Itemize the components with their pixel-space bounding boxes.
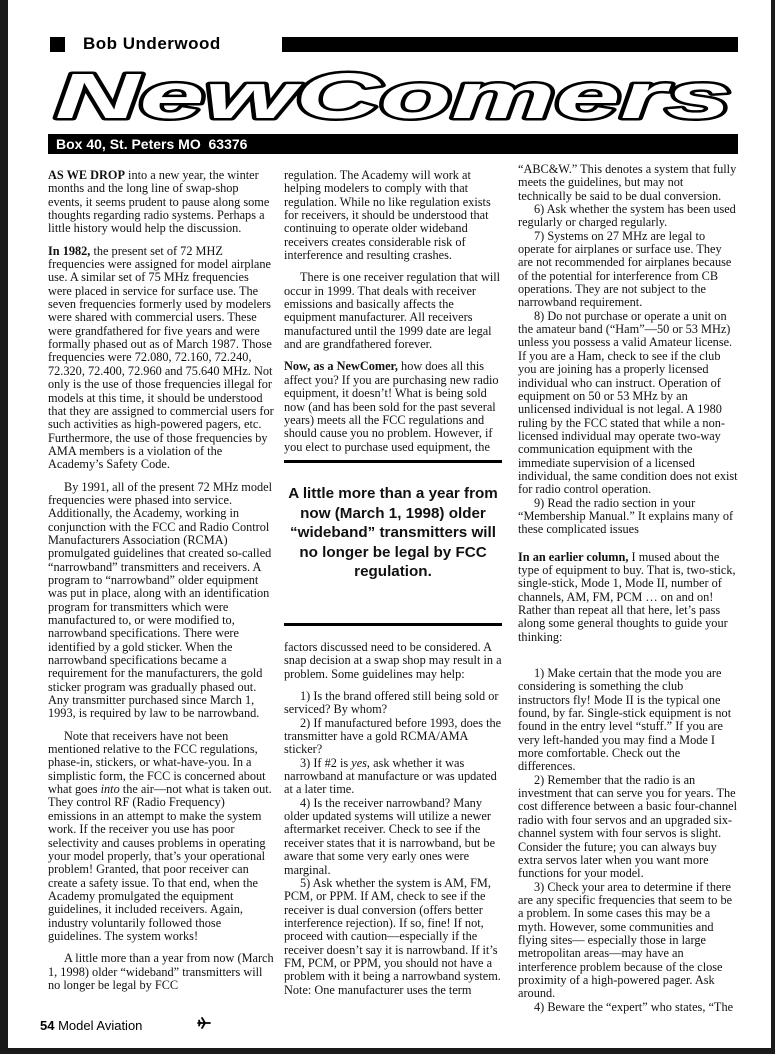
list-item: 1) Is the brand offered still being sold or serviced? By whom? [284, 689, 499, 717]
list-item: 7) Systems on 27 MHz are legal to operate for airplanes or surface use. They are not recommended for airplanes because of the potential for interference from CB operations. They are not subject to the narrowband requirement. [518, 228, 732, 310]
scan-edge-left [0, 0, 8, 1054]
paragraph: In 1982, the present set of 72 MHZ frequencies were assigned for model airplane use. A similar set of 75 MHz frequencies were placed in service for surface use. The seven frequencies formerly used by modelers were shared with commercial users. These were grandfathered for five years and were formally phased out as of March 1987. Those frequencies were 72.080, 72.160, 72.240, 72.320, 72.400, 72.960 and 75.640 MHz. Not only is the use of those frequencies illegal for models at this time, it should be understood that they are assigned to commercial users for such activities as high-powered pagers, etc. Furthermore, the use of those frequencies by AMA members is a violation of the Academy’s Safety Code. [48, 243, 274, 472]
scan-edge-bottom [0, 1048, 775, 1054]
scan-edge-right [771, 0, 775, 1054]
list-item: 6) Ask whether the system has been used regularly or charged regularly. [518, 202, 736, 230]
list-item: 9) Read the radio section in your “Membership Manual.” It explains many of these complicated issues [518, 495, 734, 537]
magazine-name: Model Aviation [58, 1018, 143, 1033]
paragraph: Note that receivers have not been mentioned relative to the FCC regulations, phase-in, stickers, or what-have-you. In a simplistic form, the FCC is concerned about what goes into the air—not what is taken out. They control RF (Radio Frequency) emissions in an attempt to make the system work. If the receiver you use has poor selectivity and causes problems in operating your model properly, that’s your operational problem! Granted, that poor receiver can create a safety issue. To that end, when the Academy promulgated the equipment guidelines, it included receivers. Again, industry voluntarily followed those guidelines. The system works! [48, 728, 272, 943]
paragraph: regulation. The Academy will work at helping modelers to comply with that regulation. While no like regulation exists for receivers, it should be understood that continuing to operate older wideband receivers creates considerable risk of interference and resulting crashes. [284, 168, 491, 263]
article-column-1 [48, 169, 274, 1001]
paragraph: factors discussed need to be considered. A snap decision at a swap shop may result in a problem. Some guidelines may help: [284, 640, 502, 681]
list-item: 5) Ask whether the system is AM, FM, PCM, or PPM. If AM, check to see if the receiver is dual conversion (offers better interference rejection). If so, fine! If not, proceed with caution—especially if the receiver doesn’t say it is narrowband. If it’s FM, PCM, or PPM, you should not have a problem with it being a narrowband system. Note: One manufacturer uses the term [284, 875, 501, 997]
list-item: 2) If manufactured before 1993, does the transmitter have a gold RCMA/AMA sticker? [284, 715, 502, 757]
article-column-2-top [284, 169, 502, 463]
author-name: Bob Underwood [83, 34, 221, 53]
paragraph: In an earlier column, I mused about the type of equipment to buy. That is, two-stick, single-stick, Mode 1, Mode II, number of channels, AM, FM, PCM … on and on! Rather than repeat all that here, let’s pass along some general thoughts to guide your thinking: [518, 549, 736, 644]
author-rule [282, 37, 738, 52]
airplane-icon [197, 1016, 211, 1030]
column-title: NewComers [55, 62, 731, 128]
list-item: 2) Remember that the radio is an investment that can serve you for years. The cost difference between a basic four-channel radio with four servos and an upgraded six-channel system with four servos is slight. Consider the future; you can always buy extra servos later when you want more functions for your model. [518, 772, 738, 881]
paragraph: “ABC&W.” This denotes a system that fully meets the guidelines, but may not technically be said to be dual conversion. [518, 162, 737, 203]
page-number: 54 [40, 1018, 55, 1033]
paragraph: Now, as a NewComer, how does all this affect you? If you are purchasing new radio equipment, it doesn’t! What is being sold now (and has been sold for the past several years) meets all the FCC regulations and should cause you no problem. However, if you elect to purchase used equipment, the [284, 359, 499, 454]
pullquote-rule-bottom [284, 623, 502, 626]
list-item: 4) Is the receiver narrowband? Many older updated systems will utilize a newer aftermarket receiver. Check to see if the receiver states that it is narrowband, but be aware that some very early ones were marginal. [284, 795, 496, 877]
paragraph: By 1991, all of the present 72 MHz model frequencies were phased into service. Additionally, the Academy, working in conjunction with the FCC and Radio Control Manufacturers Association (RCMA) promulgated guidelines that created so-called “narrowband” transmitters and receivers. A program to “narrowband” older equipment was put in place, along with an identification program for transmitters which were manufactured to, or were modified to, narrowband specifications. There were identified by a gold sticker. When the narrowband specifications became a requirement for the manufacturers, the gold sticker program was gradually phased out. Any transmitter purchased since March 1, 1993, is required by law to be narrowband. [48, 479, 272, 721]
article-column-3 [518, 163, 738, 1014]
list-item: 1) Make certain that the mode you are considering is something the club instructors fly! Mode II is the typical one found, by far. Single-stick equipment is not found in the entry level “stuff.” If you are very left-handed you may find a Mode I more comfortable. Check out the differences. [518, 666, 732, 774]
page-footer [40, 1018, 142, 1033]
article-column-2-bottom [284, 641, 502, 997]
list-item: 3) Check your area to determine if there are any specific frequencies that seem to be a problem. In some cases this may be a myth. However, some communities and flying sites— especially those in large metropolitan areas—may have an interference problem because of the close proximity of a high-powered pager. Ask around. [518, 879, 733, 1001]
list-item: 3) If #2 is yes, ask whether it was narrowband at manufacture or was updated at a later time. [284, 755, 497, 797]
pullquote-rule-top [284, 460, 502, 463]
column-title-logo [48, 62, 738, 128]
paragraph: A little more than a year from now (March 1, 1998) older “wideband” transmitters will no longer be legal by FCC [48, 951, 274, 992]
list-item: 8) Do not purchase or operate a unit on the amateur band (“Ham”—50 or 53 MHz) unless you possess a valid Amateur license. If you are a Ham, check to see if the club you are joining has a properly licensed individual who can instruct. Operation of equipment on 50 or 53 MHz by an unlicensed individual is not legal. A 1980 ruling by the FCC stated that while a non-licensed individual may operate two-way communication equipment with the immediate supervision of a licensed individual, the same condition does not exist for radio control operation. [518, 308, 738, 497]
paragraph: There is one receiver regulation that will occur in 1999. That deals with receiver emissions and basically affects the equipment manufacturer. All receivers manufactured until the 1999 date are legal and are grandfathered forever. [284, 270, 501, 352]
pullquote: A little more than a year from now (March 1, 1998) older “wideband” transmitters will no longer be legal by FCC regulation. [288, 485, 498, 581]
author-bullet [50, 37, 65, 52]
author-address: Box 40, St. Peters MO 63376 [56, 136, 248, 152]
list-item: 4) Beware the “expert” who states, “The [534, 999, 734, 1014]
paragraph: AS WE DROP into a new year, the winter months and the long line of swap-shop events, it seems prudent to pause along some thoughts regarding radio systems. Perhaps a little history would help the discussion. [48, 168, 270, 236]
